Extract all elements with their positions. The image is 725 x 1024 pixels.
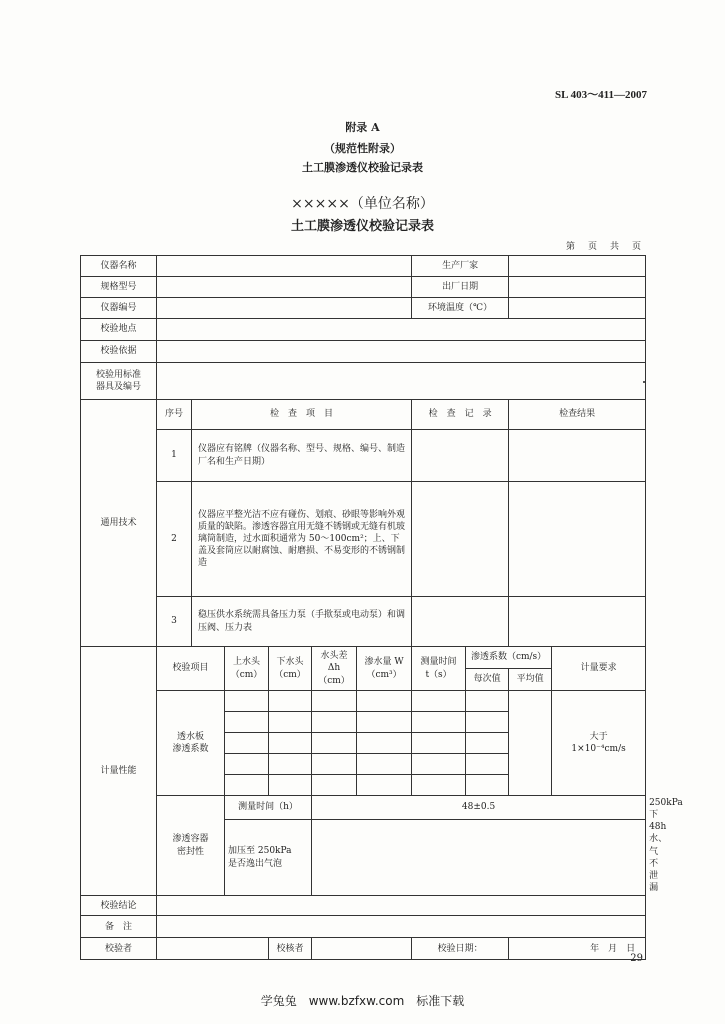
data-cell[interactable] [412,754,466,775]
field-env-temp[interactable] [509,298,646,319]
col-header-no: 序号 [157,400,192,430]
scan-speck [643,381,645,383]
data-cell[interactable] [225,775,269,796]
col-header-lower-head-line1: 下水头 [276,657,304,668]
field-result[interactable] [509,482,646,597]
item-no: 1 [157,430,192,482]
field-instrument-name[interactable] [157,256,412,277]
label-plate-coefficient [157,691,225,796]
seal-time-value: 48±0.5 [312,796,646,820]
col-header-coefficient: 渗透系数（cm/s） [466,647,552,669]
col-header-upper-head [225,647,269,691]
label-seal-line1: 渗透容器 [172,834,209,845]
field-result[interactable] [509,597,646,647]
label-plate-line2: 渗透系数 [172,744,209,754]
data-cell[interactable] [269,754,312,775]
data-cell[interactable] [269,691,312,712]
table-row [81,597,646,647]
page-info: 第 页 共 页 [565,242,643,252]
label-standard-equipment [81,363,157,400]
col-header-seepage [357,647,412,691]
table-row [81,482,646,597]
data-cell[interactable] [312,712,357,733]
seal-req-line1: 250kPa 下 48h [649,798,683,833]
item-no: 3 [157,597,192,647]
col-header-lower-head [269,647,312,691]
label-instrument-name: 仪器名称 [81,256,157,277]
seal-pressure-line2: 是否逸出气泡 [228,858,283,869]
appendix-label: 附录 A [345,121,380,134]
table-row [81,796,646,820]
data-cell[interactable] [357,775,412,796]
item-text: 稳压供水系统需具备压力泵（手揿泵或电动泵）和调压阀、压力表 [192,597,412,647]
page-number: 29 [630,953,643,964]
field-model[interactable] [157,277,412,298]
field-record[interactable] [412,597,509,647]
label-env-temp: 环境温度（℃） [412,298,509,319]
data-cell[interactable] [269,775,312,796]
data-cell[interactable] [412,712,466,733]
section-general: 通用技术 [81,400,157,647]
data-cell[interactable] [357,712,412,733]
label-plate-line1: 透水板 [176,731,204,742]
section-metrology: 计量性能 [81,647,157,896]
table-row [81,400,646,430]
table-row [81,896,646,916]
data-cell[interactable] [466,754,509,775]
col-header-upper-head-line2: （cm） [230,669,263,680]
record-table [80,255,683,960]
data-cell[interactable] [312,733,357,754]
data-cell[interactable] [269,712,312,733]
col-header-requirement: 计量要求 [552,647,646,691]
data-cell-avg[interactable] [509,691,552,796]
item-text: 仪器应有铭牌（仪器名称、型号、规格、编号、制造厂名和生产日期） [192,430,412,482]
field-basis[interactable] [157,341,646,363]
data-cell[interactable] [225,754,269,775]
label-checker: 校核者 [269,938,312,960]
table-row [81,341,646,363]
field-conclusion[interactable] [157,896,646,916]
label-standard-equipment-line1: 校验用标准 [95,369,141,380]
table-row [81,938,646,960]
col-header-avg: 平均值 [509,669,552,691]
data-cell[interactable] [466,775,509,796]
plate-req-line1: 大于 [589,731,608,742]
field-record[interactable] [412,430,509,482]
table-row [81,277,646,298]
col-header-time-line2: t（s） [425,669,452,680]
data-cell[interactable] [357,733,412,754]
data-cell[interactable] [225,733,269,754]
data-cell[interactable] [312,754,357,775]
data-cell[interactable] [312,691,357,712]
data-cell[interactable] [269,733,312,754]
data-cell[interactable] [225,712,269,733]
field-record[interactable] [412,482,509,597]
appendix-title: 土工膜渗透仪校验记录表 [302,161,423,174]
col-header-head-diff-line1: 水头差 Δh [320,651,348,674]
item-text: 仪器应平整光洁不应有碰伤、划痕、砂眼等影响外观质量的缺陷。渗透容器宜用无缝不锈钢或无缝有机玻璃筒制造，过水面积通常为 50～100cm²；上、下盖及套筒应以耐腐蚀、耐磨损、不易变形的不锈钢制造 [192,482,412,597]
unit-name: ×××××（单位名称） [291,196,434,212]
label-seal-line2: 密封性 [176,846,204,857]
field-location[interactable] [157,319,646,341]
table-row [81,647,646,669]
col-header-time [412,647,466,691]
label-conclusion: 校验结论 [81,896,157,916]
table-row [81,430,646,482]
col-header-upper-head-line1: 上水头 [232,657,260,668]
table-row [81,363,646,400]
seal-req-line2: 水、气不泄漏 [649,834,668,893]
field-checker[interactable] [312,938,412,960]
seal-pressure-value[interactable] [312,820,646,896]
data-cell[interactable] [225,691,269,712]
table-row [81,256,646,277]
table-row [81,298,646,319]
col-header-head-diff-line2: （cm） [318,675,350,686]
data-cell[interactable] [412,691,466,712]
col-header-time-line1: 测量时间 [420,657,457,668]
data-cell[interactable] [466,712,509,733]
label-model: 规格型号 [81,277,157,298]
table-row [81,691,646,712]
item-no: 2 [157,482,192,597]
col-header-lower-head-line2: （cm） [274,669,306,680]
col-header-head-diff [312,647,357,691]
seal-pressure-label [225,820,312,896]
data-cell[interactable] [357,691,412,712]
label-manufacturer: 生产厂家 [412,256,509,277]
plate-req-line2: 1×10⁻⁴cm/s [571,744,626,754]
field-remarks[interactable] [157,916,646,938]
label-date: 校验日期： [412,938,509,960]
label-remarks: 备 注 [81,916,157,938]
table-row [81,916,646,938]
col-header-each: 每次值 [466,669,509,691]
col-header-record: 检 查 记 录 [412,400,509,430]
field-date[interactable]: 年 月 日 [509,938,646,960]
field-standard-equipment[interactable] [157,363,646,400]
seal-pressure-line1: 加压至 250kPa [228,846,292,857]
form-title: 土工膜渗透仪校验记录表 [290,219,434,234]
field-serial-no[interactable] [157,298,412,319]
data-cell[interactable] [312,775,357,796]
data-cell[interactable] [466,691,509,712]
col-header-result: 检查结果 [509,400,646,430]
field-calibrator[interactable] [157,938,269,960]
col-header-seepage-line2: （cm³） [366,669,402,680]
standard-code: SL 403～411—2007 [555,89,647,101]
label-basis: 校验依据 [81,341,157,363]
col-header-seepage-line1: 渗水量 W [364,657,404,668]
label-calibrator: 校验者 [81,938,157,960]
appendix-type: （规范性附录） [324,142,401,155]
col-header-check-item: 校验项目 [157,647,225,691]
plate-requirement [552,691,646,796]
label-serial-no: 仪器编号 [81,298,157,319]
watermark-footer: 学兔兔 www.bzfxw.com 标准下载 [260,994,465,1008]
data-cell[interactable] [412,775,466,796]
label-location: 校验地点 [81,319,157,341]
label-seal [157,796,225,896]
field-result[interactable] [509,430,646,482]
data-cell[interactable] [466,733,509,754]
data-cell[interactable] [412,733,466,754]
col-header-item: 检 查 项 目 [192,400,412,430]
label-standard-equipment-line2: 器具及编号 [95,382,141,392]
field-manufacturer[interactable] [509,256,646,277]
label-manufacture-date: 出厂日期 [412,277,509,298]
field-manufacture-date[interactable] [509,277,646,298]
seal-time-label: 测量时间（h） [225,796,312,820]
table-row [81,319,646,341]
data-cell[interactable] [357,754,412,775]
